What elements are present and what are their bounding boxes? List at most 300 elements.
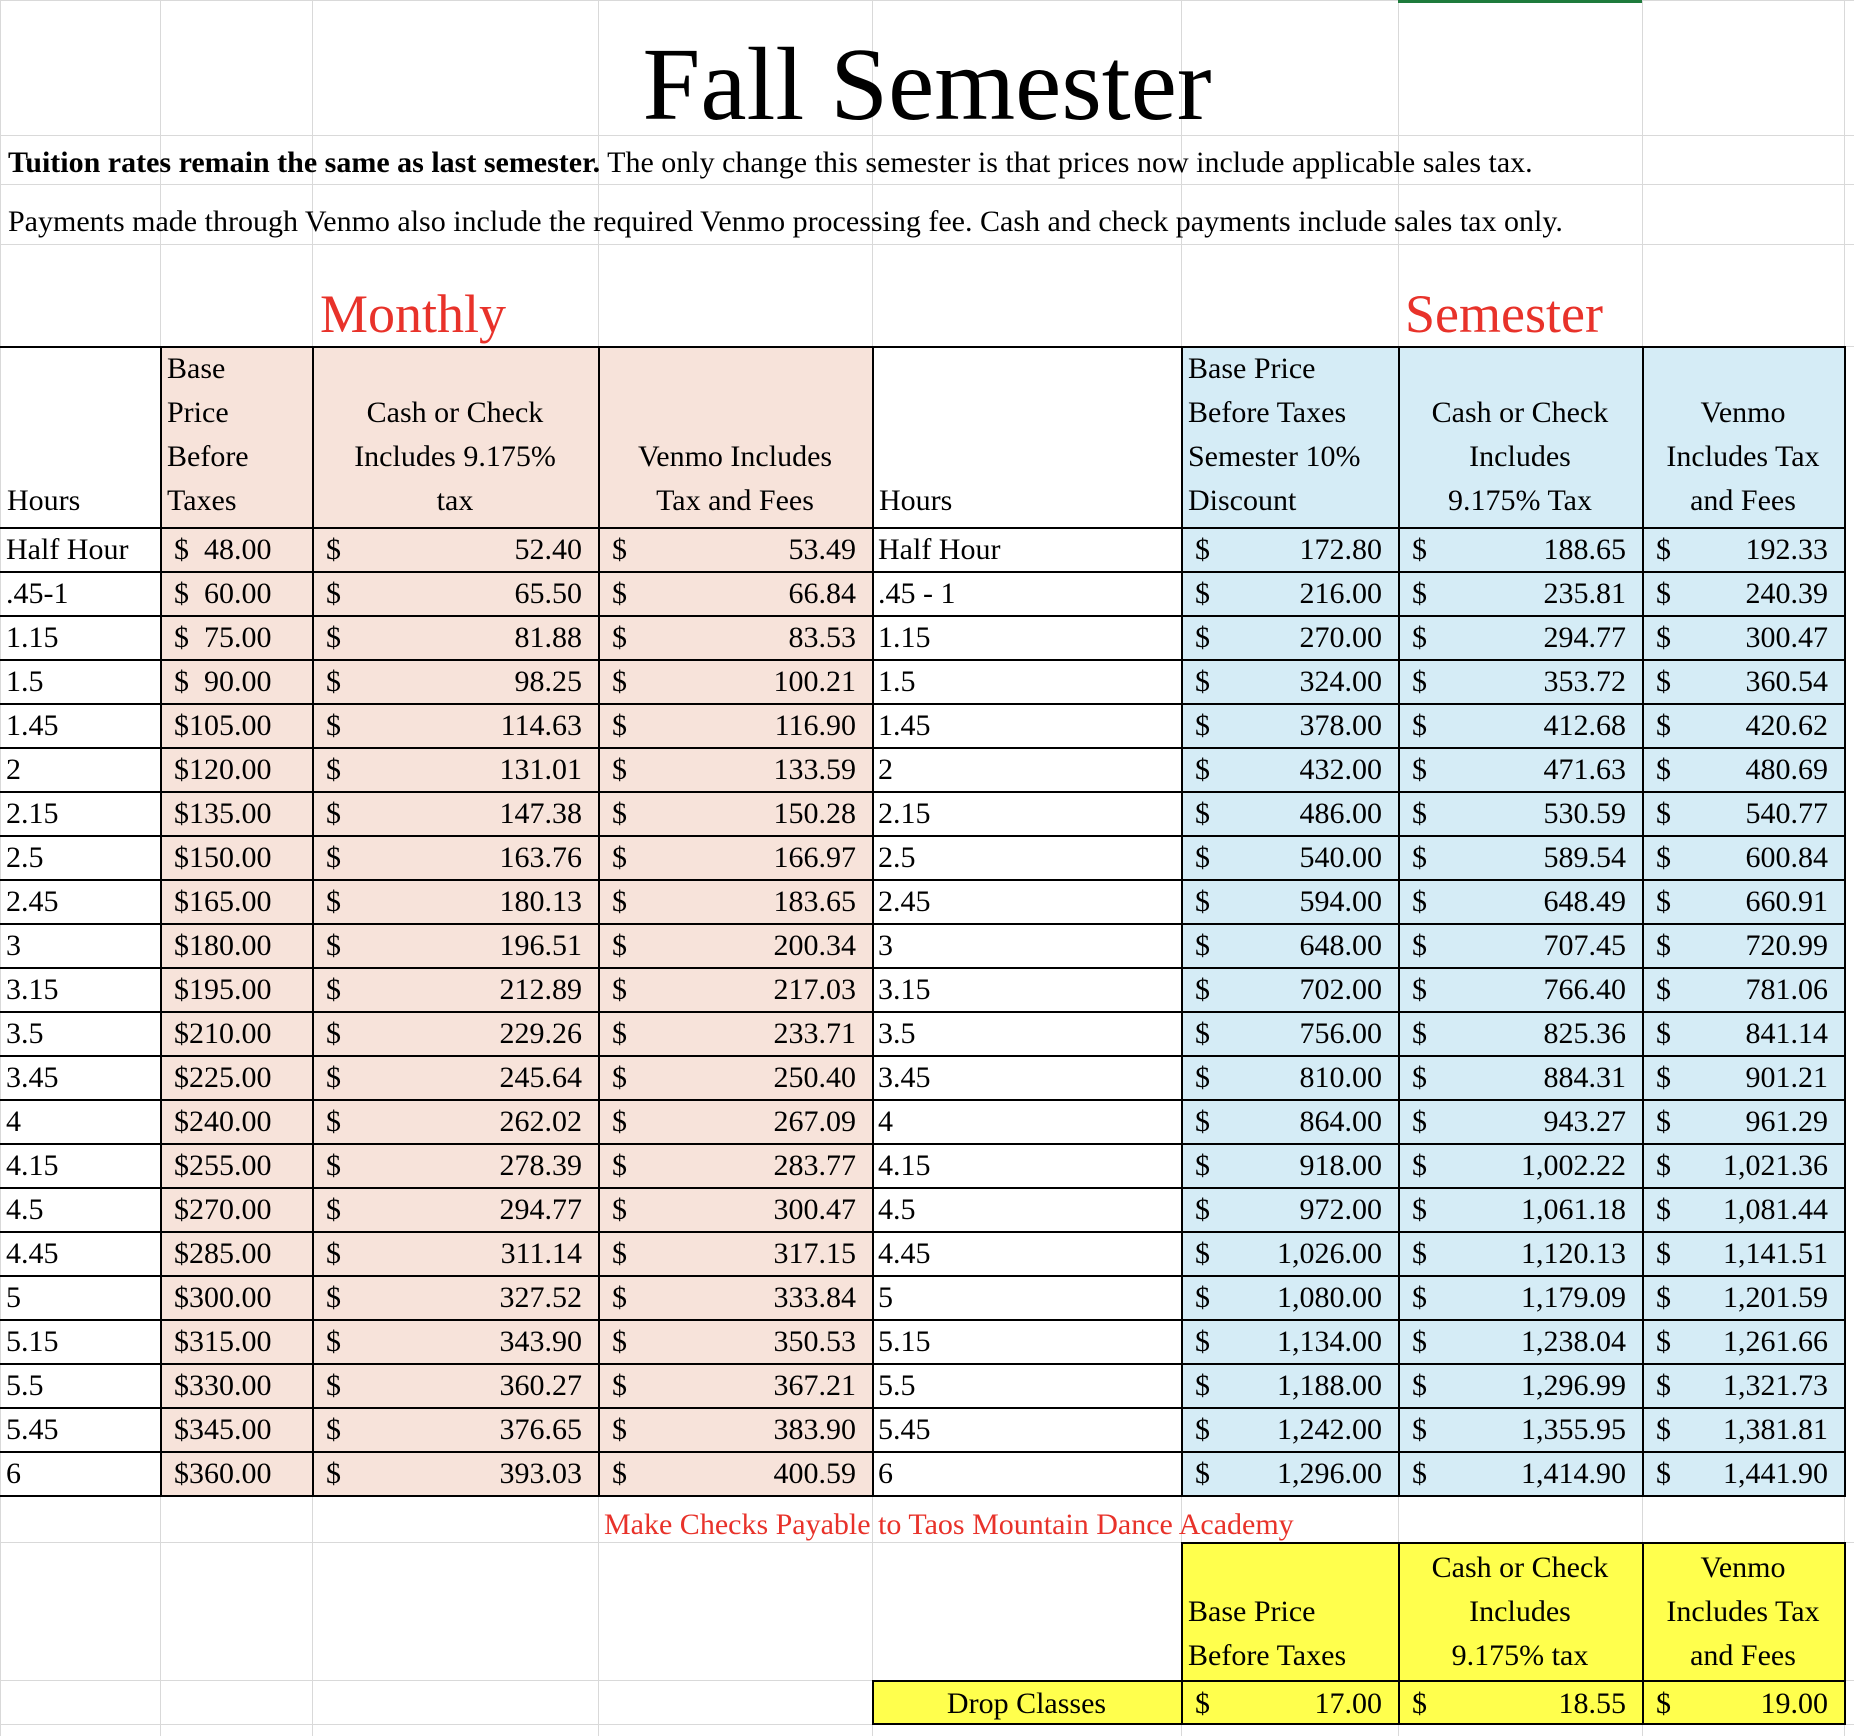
hours-cell: 5.45 bbox=[6, 1413, 59, 1446]
dollar-sign: $ bbox=[1412, 1105, 1427, 1138]
dollar-sign: $ bbox=[1195, 885, 1210, 918]
semester-venmo-cell: 1,261.66 bbox=[1723, 1325, 1828, 1358]
dollar-sign: $ bbox=[1412, 841, 1427, 874]
hours-cell: 4.5 bbox=[6, 1193, 44, 1226]
cash-price-cell: 163.76 bbox=[499, 841, 582, 874]
border-line bbox=[0, 1363, 1844, 1365]
base-price-cell: $135.00 bbox=[174, 797, 272, 830]
border-line bbox=[0, 791, 1844, 793]
hours-cell: 3.5 bbox=[6, 1017, 44, 1050]
venmo-price-cell: 267.09 bbox=[773, 1105, 856, 1138]
semester-cash-cell: 412.68 bbox=[1543, 709, 1626, 742]
dollar-sign: $ bbox=[1412, 1237, 1427, 1270]
dollar-sign: $ bbox=[326, 885, 341, 918]
dollar-sign: $ bbox=[1412, 1149, 1427, 1182]
dollar-sign: $ bbox=[1195, 1149, 1210, 1182]
border-line bbox=[0, 1319, 1844, 1321]
cash-price-cell: 81.88 bbox=[514, 621, 582, 654]
dollar-sign: $ bbox=[326, 1061, 341, 1094]
cash-price-cell: 245.64 bbox=[499, 1061, 582, 1094]
header-base-price: Base bbox=[167, 352, 226, 385]
header-semester-base: Discount bbox=[1188, 484, 1297, 517]
semester-cash-cell: 943.27 bbox=[1543, 1105, 1626, 1138]
base-price-cell: $285.00 bbox=[174, 1237, 272, 1270]
dollar-sign: $ bbox=[1195, 577, 1210, 610]
border-line bbox=[0, 1407, 1844, 1409]
dollar-sign: $ bbox=[612, 929, 627, 962]
base-price-cell: $ 90.00 bbox=[174, 665, 272, 698]
dollar-sign: $ bbox=[1412, 753, 1427, 786]
hours-cell: 4.45 bbox=[6, 1237, 59, 1270]
drop-classes-label: Drop Classes bbox=[946, 1687, 1107, 1720]
hours-cell-2: 2.5 bbox=[878, 841, 916, 874]
dollar-sign: $ bbox=[326, 533, 341, 566]
gridline-h bbox=[0, 244, 1854, 245]
cash-price-cell: 98.25 bbox=[514, 665, 582, 698]
dollar-sign: $ bbox=[1195, 1105, 1210, 1138]
dollar-sign: $ bbox=[1195, 1325, 1210, 1358]
dollar-sign: $ bbox=[612, 1149, 627, 1182]
border-line bbox=[0, 659, 1844, 661]
venmo-price-cell: 317.15 bbox=[773, 1237, 856, 1270]
venmo-price-cell: 283.77 bbox=[773, 1149, 856, 1182]
dollar-sign: $ bbox=[1412, 929, 1427, 962]
dollar-sign: $ bbox=[612, 753, 627, 786]
header-semester-base: Semester 10% bbox=[1188, 440, 1361, 473]
dollar-sign: $ bbox=[1656, 1149, 1671, 1182]
hours-cell-2: 5 bbox=[878, 1281, 893, 1314]
semester-base-cell: 1,296.00 bbox=[1277, 1457, 1382, 1490]
dollar-sign: $ bbox=[1656, 1237, 1671, 1270]
hours-cell-2: 1.15 bbox=[878, 621, 931, 654]
checks-payable-note: Make Checks Payable to Taos Mountain Dance Academy bbox=[604, 1508, 1294, 1541]
base-price-cell: $150.00 bbox=[174, 841, 272, 874]
semester-cash-cell: 1,179.09 bbox=[1521, 1281, 1626, 1314]
hours-cell-2: Half Hour bbox=[878, 533, 1001, 566]
header-semester-base: Before Taxes bbox=[1188, 396, 1347, 429]
dollar-sign: $ bbox=[1195, 665, 1210, 698]
dollar-sign: $ bbox=[326, 753, 341, 786]
base-price-cell: $345.00 bbox=[174, 1413, 272, 1446]
base-price-cell: $ 75.00 bbox=[174, 621, 272, 654]
header-hours: Hours bbox=[7, 484, 81, 517]
dollar-sign: $ bbox=[326, 1105, 341, 1138]
header-semester-venmo: and Fees bbox=[1690, 484, 1796, 517]
semester-base-cell: 1,242.00 bbox=[1277, 1413, 1382, 1446]
dollar-sign: $ bbox=[1656, 973, 1671, 1006]
dollar-sign: $ bbox=[1412, 665, 1427, 698]
drop-cash-cell: 18.55 bbox=[1558, 1687, 1626, 1720]
dollar-sign: $ bbox=[1656, 1061, 1671, 1094]
semester-venmo-cell: 720.99 bbox=[1745, 929, 1828, 962]
border-line bbox=[0, 703, 1844, 705]
dollar-sign: $ bbox=[1195, 1281, 1210, 1314]
dollar-sign: $ bbox=[1412, 1281, 1427, 1314]
border-line bbox=[0, 1187, 1844, 1189]
monthly-label: Monthly bbox=[320, 284, 507, 344]
hours-cell-2: 4.15 bbox=[878, 1149, 931, 1182]
hours-cell-2: 1.5 bbox=[878, 665, 916, 698]
semester-cash-cell: 1,296.99 bbox=[1521, 1369, 1626, 1402]
dollar-sign: $ bbox=[612, 1369, 627, 1402]
hours-cell: 1.45 bbox=[6, 709, 59, 742]
semester-venmo-cell: 1,201.59 bbox=[1723, 1281, 1828, 1314]
border-line bbox=[0, 923, 1844, 925]
dollar-sign: $ bbox=[1656, 885, 1671, 918]
venmo-price-cell: 66.84 bbox=[788, 577, 856, 610]
border-line bbox=[872, 1723, 1844, 1725]
border-line bbox=[0, 527, 1844, 529]
venmo-price-cell: 200.34 bbox=[773, 929, 856, 962]
base-price-cell: $195.00 bbox=[174, 973, 272, 1006]
border-line bbox=[0, 571, 1844, 573]
cash-price-cell: 229.26 bbox=[499, 1017, 582, 1050]
semester-cash-cell: 530.59 bbox=[1543, 797, 1626, 830]
hours-cell: 2 bbox=[6, 753, 21, 786]
dollar-sign: $ bbox=[1412, 709, 1427, 742]
drop-venmo-cell: 19.00 bbox=[1760, 1687, 1828, 1720]
semester-venmo-cell: 1,141.51 bbox=[1723, 1237, 1828, 1270]
semester-base-cell: 432.00 bbox=[1299, 753, 1382, 786]
dollar-sign: $ bbox=[326, 797, 341, 830]
cash-price-cell: 327.52 bbox=[499, 1281, 582, 1314]
semester-base-cell: 486.00 bbox=[1299, 797, 1382, 830]
dollar-sign: $ bbox=[612, 1413, 627, 1446]
border-line bbox=[0, 1055, 1844, 1057]
dollar-sign: $ bbox=[1656, 533, 1671, 566]
intro-bold: Tuition rates remain the same as last semester. bbox=[8, 146, 601, 179]
hours-cell: 4 bbox=[6, 1105, 21, 1138]
dollar-sign: $ bbox=[1412, 621, 1427, 654]
dollar-sign: $ bbox=[612, 665, 627, 698]
hours-cell-2: 2 bbox=[878, 753, 893, 786]
semester-base-cell: 810.00 bbox=[1299, 1061, 1382, 1094]
dollar-sign: $ bbox=[612, 1237, 627, 1270]
dollar-sign: $ bbox=[1656, 1413, 1671, 1446]
dollar-sign: $ bbox=[1195, 1061, 1210, 1094]
header-semester-base: Base Price bbox=[1188, 352, 1316, 385]
semester-cash-cell: 471.63 bbox=[1543, 753, 1626, 786]
base-price-cell: $ 60.00 bbox=[174, 577, 272, 610]
dollar-sign: $ bbox=[1412, 1369, 1427, 1402]
venmo-price-cell: 300.47 bbox=[773, 1193, 856, 1226]
cash-price-cell: 360.27 bbox=[499, 1369, 582, 1402]
semester-base-cell: 216.00 bbox=[1299, 577, 1382, 610]
base-price-cell: $300.00 bbox=[174, 1281, 272, 1314]
dollar-sign: $ bbox=[1656, 1369, 1671, 1402]
semester-base-cell: 1,026.00 bbox=[1277, 1237, 1382, 1270]
semester-base-cell: 648.00 bbox=[1299, 929, 1382, 962]
venmo-price-cell: 217.03 bbox=[773, 973, 856, 1006]
dollar-sign: $ bbox=[1195, 841, 1210, 874]
semester-base-cell: 1,080.00 bbox=[1277, 1281, 1382, 1314]
semester-venmo-cell: 300.47 bbox=[1745, 621, 1828, 654]
cash-price-cell: 131.01 bbox=[499, 753, 582, 786]
dollar-sign: $ bbox=[1412, 1017, 1427, 1050]
header-semester-venmo: Includes Tax bbox=[1666, 440, 1820, 473]
semester-cash-cell: 589.54 bbox=[1543, 841, 1626, 874]
cash-price-cell: 212.89 bbox=[499, 973, 582, 1006]
semester-cash-cell: 1,238.04 bbox=[1521, 1325, 1626, 1358]
dollar-sign: $ bbox=[1412, 885, 1427, 918]
border-line bbox=[0, 967, 1844, 969]
venmo-price-cell: 350.53 bbox=[773, 1325, 856, 1358]
semester-base-cell: 702.00 bbox=[1299, 973, 1382, 1006]
semester-venmo-cell: 1,021.36 bbox=[1723, 1149, 1828, 1182]
dollar-sign: $ bbox=[612, 577, 627, 610]
semester-cash-cell: 235.81 bbox=[1543, 577, 1626, 610]
hours-cell: 3.45 bbox=[6, 1061, 59, 1094]
semester-venmo-cell: 360.54 bbox=[1745, 665, 1828, 698]
dollar-sign: $ bbox=[326, 1325, 341, 1358]
base-price-cell: $120.00 bbox=[174, 753, 272, 786]
border-line bbox=[0, 1275, 1844, 1277]
dollar-sign: $ bbox=[326, 709, 341, 742]
dollar-sign: $ bbox=[326, 1413, 341, 1446]
semester-base-cell: 540.00 bbox=[1299, 841, 1382, 874]
dollar-sign: $ bbox=[1412, 797, 1427, 830]
semester-cash-cell: 188.65 bbox=[1543, 533, 1626, 566]
border-line bbox=[0, 835, 1844, 837]
semester-label: Semester bbox=[1405, 284, 1603, 344]
dollar-sign: $ bbox=[326, 841, 341, 874]
dollar-sign: $ bbox=[1656, 1281, 1671, 1314]
hours-cell: Half Hour bbox=[6, 533, 129, 566]
border-line bbox=[0, 615, 1844, 617]
hours-cell-2: 3.15 bbox=[878, 973, 931, 1006]
gridline-h bbox=[0, 184, 1854, 185]
cash-price-cell: 376.65 bbox=[499, 1413, 582, 1446]
semester-cash-cell: 294.77 bbox=[1543, 621, 1626, 654]
dollar-sign: $ bbox=[326, 577, 341, 610]
dollar-sign: $ bbox=[1656, 665, 1671, 698]
dollar-sign: $ bbox=[1656, 929, 1671, 962]
dollar-sign: $ bbox=[1656, 1193, 1671, 1226]
hours-cell-2: 3 bbox=[878, 929, 893, 962]
hours-cell-2: .45 - 1 bbox=[878, 577, 956, 610]
base-price-cell: $225.00 bbox=[174, 1061, 272, 1094]
semester-cash-cell: 884.31 bbox=[1543, 1061, 1626, 1094]
dollar-sign: $ bbox=[612, 1017, 627, 1050]
dollar-sign: $ bbox=[326, 1237, 341, 1270]
base-price-cell: $255.00 bbox=[174, 1149, 272, 1182]
dollar-sign: $ bbox=[1195, 753, 1210, 786]
semester-venmo-cell: 480.69 bbox=[1745, 753, 1828, 786]
hours-cell: 2.15 bbox=[6, 797, 59, 830]
dollar-sign: $ bbox=[612, 885, 627, 918]
dollar-sign: $ bbox=[1656, 709, 1671, 742]
dollar-sign: $ bbox=[612, 1457, 627, 1490]
semester-venmo-cell: 240.39 bbox=[1745, 577, 1828, 610]
hours-cell: 5 bbox=[6, 1281, 21, 1314]
dollar-sign: $ bbox=[326, 621, 341, 654]
dollar-sign: $ bbox=[1656, 1017, 1671, 1050]
semester-venmo-cell: 961.29 bbox=[1745, 1105, 1828, 1138]
semester-cash-cell: 1,002.22 bbox=[1521, 1149, 1626, 1182]
dollar-sign: $ bbox=[1412, 1061, 1427, 1094]
hours-cell: 2.45 bbox=[6, 885, 59, 918]
dollar-sign: $ bbox=[612, 1281, 627, 1314]
dollar-sign: $ bbox=[326, 1369, 341, 1402]
dollar-sign: $ bbox=[1412, 533, 1427, 566]
venmo-price-cell: 183.65 bbox=[773, 885, 856, 918]
venmo-price-cell: 333.84 bbox=[773, 1281, 856, 1314]
venmo-price-cell: 150.28 bbox=[773, 797, 856, 830]
venmo-price-cell: 83.53 bbox=[788, 621, 856, 654]
semester-base-cell: 1,188.00 bbox=[1277, 1369, 1382, 1402]
dollar-sign: $ bbox=[612, 621, 627, 654]
semester-base-cell: 864.00 bbox=[1299, 1105, 1382, 1138]
semester-venmo-cell: 192.33 bbox=[1745, 533, 1828, 566]
base-price-cell: $240.00 bbox=[174, 1105, 272, 1138]
cash-price-cell: 180.13 bbox=[499, 885, 582, 918]
dollar-sign: $ bbox=[1195, 709, 1210, 742]
hours-cell-2: 4 bbox=[878, 1105, 893, 1138]
semester-venmo-cell: 540.77 bbox=[1745, 797, 1828, 830]
semester-venmo-cell: 1,381.81 bbox=[1723, 1413, 1828, 1446]
drop-header-base: Before Taxes bbox=[1188, 1639, 1347, 1672]
venmo-price-cell: 383.90 bbox=[773, 1413, 856, 1446]
cash-price-cell: 262.02 bbox=[499, 1105, 582, 1138]
border-line bbox=[0, 1495, 1844, 1497]
border-line bbox=[0, 879, 1844, 881]
hours-cell: 3 bbox=[6, 929, 21, 962]
venmo-price-cell: 233.71 bbox=[773, 1017, 856, 1050]
base-price-cell: $360.00 bbox=[174, 1457, 272, 1490]
dollar-sign: $ bbox=[1195, 1369, 1210, 1402]
dollar-sign: $ bbox=[326, 929, 341, 962]
drop-header-base: Base Price bbox=[1188, 1595, 1316, 1628]
semester-venmo-cell: 660.91 bbox=[1745, 885, 1828, 918]
semester-base-cell: 324.00 bbox=[1299, 665, 1382, 698]
header-venmo: Venmo Includes bbox=[637, 440, 833, 473]
venmo-price-cell: 53.49 bbox=[788, 533, 856, 566]
dollar-sign: $ bbox=[1656, 1687, 1671, 1720]
venmo-price-cell: 400.59 bbox=[773, 1457, 856, 1490]
header-semester-venmo: Venmo bbox=[1700, 396, 1786, 429]
hours-cell-2: 1.45 bbox=[878, 709, 931, 742]
dollar-sign: $ bbox=[612, 1105, 627, 1138]
intro-line-2: Payments made through Venmo also include the required Venmo processing fee. Cash and check payments include sales tax only. bbox=[8, 205, 1563, 238]
semester-venmo-cell: 1,321.73 bbox=[1723, 1369, 1828, 1402]
venmo-price-cell: 116.90 bbox=[774, 709, 856, 742]
dollar-sign: $ bbox=[326, 665, 341, 698]
hours-cell-2: 5.15 bbox=[878, 1325, 931, 1358]
page-title: Fall Semester bbox=[642, 27, 1212, 142]
border-line bbox=[872, 1680, 1844, 1682]
dollar-sign: $ bbox=[1656, 797, 1671, 830]
dollar-sign: $ bbox=[1412, 1687, 1427, 1720]
hours-cell-2: 5.45 bbox=[878, 1413, 931, 1446]
dollar-sign: $ bbox=[1656, 577, 1671, 610]
drop-header-venmo: Venmo bbox=[1700, 1551, 1786, 1584]
hours-cell: 1.15 bbox=[6, 621, 59, 654]
semester-cash-cell: 353.72 bbox=[1543, 665, 1626, 698]
semester-base-cell: 918.00 bbox=[1299, 1149, 1382, 1182]
base-price-cell: $315.00 bbox=[174, 1325, 272, 1358]
semester-cash-cell: 707.45 bbox=[1543, 929, 1626, 962]
cash-price-cell: 311.14 bbox=[500, 1237, 582, 1270]
dollar-sign: $ bbox=[612, 533, 627, 566]
hours-cell-2: 6 bbox=[878, 1457, 893, 1490]
venmo-price-cell: 250.40 bbox=[773, 1061, 856, 1094]
dollar-sign: $ bbox=[1195, 929, 1210, 962]
cash-price-cell: 196.51 bbox=[499, 929, 582, 962]
header-semester-cash: Cash or Check bbox=[1431, 396, 1609, 429]
dollar-sign: $ bbox=[612, 1325, 627, 1358]
dollar-sign: $ bbox=[326, 1017, 341, 1050]
semester-venmo-cell: 901.21 bbox=[1745, 1061, 1828, 1094]
semester-cash-cell: 1,414.90 bbox=[1521, 1457, 1626, 1490]
semester-base-cell: 594.00 bbox=[1299, 885, 1382, 918]
hours-cell-2: 4.45 bbox=[878, 1237, 931, 1270]
header-base-price: Before bbox=[167, 440, 249, 473]
active-cell-indicator bbox=[1398, 0, 1642, 3]
cash-price-cell: 294.77 bbox=[499, 1193, 582, 1226]
hours-cell-2: 4.5 bbox=[878, 1193, 916, 1226]
semester-base-cell: 756.00 bbox=[1299, 1017, 1382, 1050]
hours-cell: 1.5 bbox=[6, 665, 44, 698]
dollar-sign: $ bbox=[326, 973, 341, 1006]
dollar-sign: $ bbox=[1195, 621, 1210, 654]
dollar-sign: $ bbox=[1412, 1457, 1427, 1490]
dollar-sign: $ bbox=[326, 1457, 341, 1490]
drop-header-venmo: and Fees bbox=[1690, 1639, 1796, 1672]
cash-price-cell: 393.03 bbox=[499, 1457, 582, 1490]
dollar-sign: $ bbox=[612, 797, 627, 830]
border-line bbox=[0, 1099, 1844, 1101]
hours-cell: 6 bbox=[6, 1457, 21, 1490]
venmo-price-cell: 100.21 bbox=[773, 665, 856, 698]
cash-price-cell: 65.50 bbox=[514, 577, 582, 610]
cash-price-cell: 147.38 bbox=[499, 797, 582, 830]
drop-header-cash: Includes bbox=[1469, 1595, 1571, 1628]
semester-cash-cell: 1,061.18 bbox=[1521, 1193, 1626, 1226]
header-semester-cash: 9.175% Tax bbox=[1448, 484, 1592, 517]
border-line bbox=[1844, 346, 1846, 1497]
header-cash-check: tax bbox=[436, 484, 474, 517]
dollar-sign: $ bbox=[1656, 1325, 1671, 1358]
dollar-sign: $ bbox=[1412, 577, 1427, 610]
semester-cash-cell: 648.49 bbox=[1543, 885, 1626, 918]
intro-line-1 bbox=[8, 148, 1533, 178]
dollar-sign: $ bbox=[1656, 1457, 1671, 1490]
semester-venmo-cell: 600.84 bbox=[1745, 841, 1828, 874]
base-price-cell: $105.00 bbox=[174, 709, 272, 742]
border-line bbox=[0, 747, 1844, 749]
dollar-sign: $ bbox=[1195, 973, 1210, 1006]
hours-cell: 4.15 bbox=[6, 1149, 59, 1182]
header-base-price: Price bbox=[167, 396, 229, 429]
drop-base-cell: 17.00 bbox=[1314, 1687, 1382, 1720]
dollar-sign: $ bbox=[1656, 753, 1671, 786]
hours-cell: 5.5 bbox=[6, 1369, 44, 1402]
border-line bbox=[1181, 1542, 1844, 1544]
dollar-sign: $ bbox=[326, 1281, 341, 1314]
venmo-price-cell: 133.59 bbox=[773, 753, 856, 786]
semester-base-cell: 378.00 bbox=[1299, 709, 1382, 742]
drop-header-venmo: Includes Tax bbox=[1666, 1595, 1820, 1628]
semester-base-cell: 972.00 bbox=[1299, 1193, 1382, 1226]
dollar-sign: $ bbox=[612, 973, 627, 1006]
semester-base-cell: 1,134.00 bbox=[1277, 1325, 1382, 1358]
dollar-sign: $ bbox=[1656, 841, 1671, 874]
semester-venmo-cell: 1,081.44 bbox=[1723, 1193, 1828, 1226]
dollar-sign: $ bbox=[1656, 1105, 1671, 1138]
dollar-sign: $ bbox=[1412, 1413, 1427, 1446]
cash-price-cell: 278.39 bbox=[499, 1149, 582, 1182]
cash-price-cell: 343.90 bbox=[499, 1325, 582, 1358]
